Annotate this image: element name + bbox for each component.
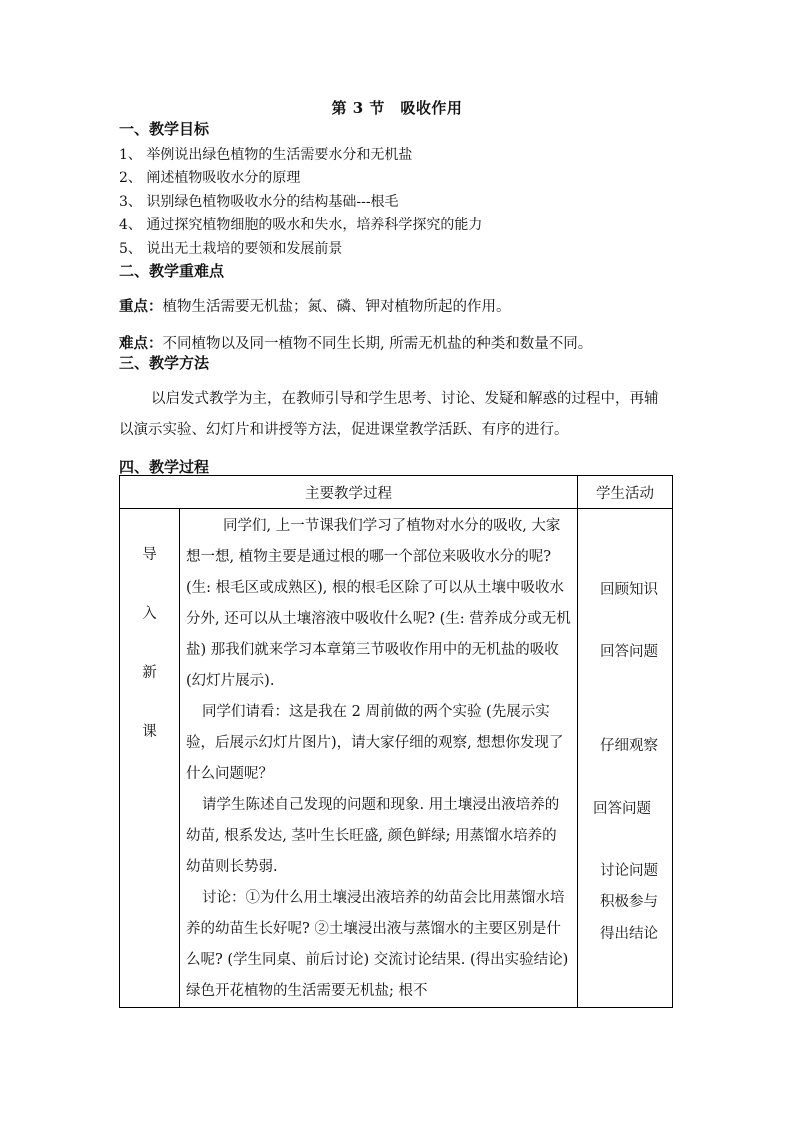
process-heading: 四、教学过程 <box>119 458 210 476</box>
focus-text: 植物生活需要无机盐；氮、磷、钾对植物所起的作用。 <box>162 299 511 315</box>
student-activity: 回答问题 <box>600 644 658 660</box>
process-paragraph: 同学们请看：这是我在 2 周前做的两个实验 (先展示实验，后展示幻灯片图片)，请大家仔细的观察, 想想你发现了什么问题呢？ <box>186 704 564 782</box>
process-paragraph: 讨论：①为什么用土壤浸出液培养的幼苗会比用蒸馏水培养的幼苗生长好呢? ②土壤浸出液与蒸馏水的主要区别是什么呢? (学生同桌、前后讨论) 交流讨论结果. (得出实验结论) 绿色开花植物的生活需要无机盐; 根不 <box>186 890 569 999</box>
process-paragraph: 请学生陈述自己发现的问题和现象. 用土壤浸出液培养的幼苗, 根系发达, 茎叶生长旺盛, 颜色鲜绿; 用蒸馏水培养的幼苗则长势弱. <box>186 797 560 875</box>
student-activity: 得出结论 <box>600 926 658 942</box>
methods-heading: 三、教学方法 <box>119 354 210 372</box>
student-activity: 回顾知识 <box>600 582 658 598</box>
objective-item-5: 5、 说出无土栽培的要领和发展前景 <box>119 241 343 257</box>
student-activity: 讨论问题 <box>600 863 658 879</box>
stage-char: 课 <box>142 724 157 740</box>
process-table <box>119 475 673 1008</box>
student-activity-cell <box>578 509 673 1008</box>
objective-item-3: 3、 识别绿色植物吸收水分的结构基础---根毛 <box>119 194 399 210</box>
objective-item-1: 1、 举例说出绿色植物的生活需要水分和无机盐 <box>119 147 413 163</box>
key-points-heading: 二、教学重难点 <box>119 262 225 280</box>
stage-char: 入 <box>142 606 157 622</box>
stage-char: 新 <box>142 665 157 681</box>
stage-char: 导 <box>142 547 157 563</box>
process-paragraph: 同学们, 上一节课我们学习了植物对水分的吸收, 大家想一想, 植物主要是通过根的哪一个部位来吸收水分的呢? (生: 根毛区或成熟区), 根的根毛区除了可以从土壤中吸收水分外, 还可以从土壤溶液中吸收什么呢? (生: 营养成分或无机盐) 那我们就来学习本章第三节吸收作用中的无机盐的吸收 (幻灯片展示). <box>186 518 571 689</box>
difficulty-label: 难点： <box>119 335 163 352</box>
difficulty-text: 不同植物以及同一植物不同生长期, 所需无机盐的种类和数量不同。 <box>162 336 593 352</box>
stage-label-cell <box>120 509 180 1008</box>
column-header-student: 学生活动 <box>578 476 673 509</box>
methods-text: 以启发式教学为主，在教师引导和学生思考、讨论、发疑和解惑的过程中，再辅以演示实验、幻灯片和讲授等方法，促进课堂教学活跃、有序的进行。 <box>119 391 659 438</box>
objectives-heading: 一、教学目标 <box>119 120 210 138</box>
column-header-main: 主要教学过程 <box>120 476 578 509</box>
page-title: 第 3 节 吸收作用 <box>331 99 463 117</box>
objective-item-4: 4、 通过探究植物细胞的吸水和失水，培养科学探究的能力 <box>119 217 483 233</box>
main-process-cell <box>180 509 578 1008</box>
objective-item-2: 2、 阐述植物吸收水分的原理 <box>119 170 301 186</box>
student-activity: 仔细观察 <box>600 738 658 754</box>
difficulty-line <box>119 332 592 353</box>
focus-label: 重点： <box>119 298 163 315</box>
focus-line <box>119 295 511 316</box>
student-activity: 积极参与 <box>600 894 658 910</box>
student-activity: 回答问题 <box>593 801 651 817</box>
